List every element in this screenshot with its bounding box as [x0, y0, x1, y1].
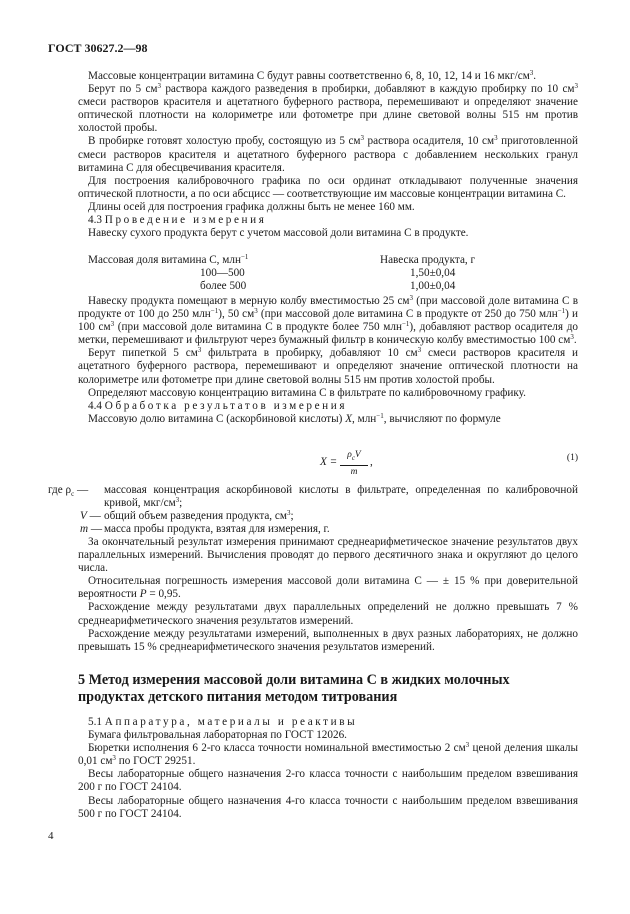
paragraph-dry-sample: Навеску сухого продукта берут с учетом массовой доли витамина С в продукте.: [88, 227, 469, 240]
table-cell: более 500: [200, 280, 247, 292]
table-header-vitamin-fraction: Массовая доля витамина С, млн$^{-1}$: [88, 253, 249, 266]
section-4-4-body: [78, 536, 578, 654]
formula-comma: ,: [370, 456, 373, 468]
document-header-standard-code: ГОСТ 30627.2—98: [48, 41, 148, 55]
subsection-4-3-heading: 4.3 Проведение измерения: [88, 214, 267, 227]
table-cell: 1,50±0,04: [410, 267, 456, 279]
formula-fraction: $\rho_cV$ m: [340, 450, 368, 478]
paragraph-formula-intro: Массовую долю витамина С (аскорбиновой кислоты) X, млн$^{-1}$, вычисляют по формуле: [88, 411, 501, 425]
section-4-2-continuation: [78, 70, 578, 240]
table-cell: 100—500: [200, 267, 245, 279]
subsection-4-4-heading: 4.4 Обработка результатов измерения: [88, 399, 348, 412]
paragraph-dilution-tubes: Берут по 5 $см^3$ раствора каждого разведения в пробирки, добавляют в каждую пробирку по 10 $см^3$ смеси растворов красителя и ацетатного буферного раствора, перемешивают и определяют значение оптической плотности на колориметре или фотометре при длине световой волны 515 нм против холостой пробы.: [78, 82, 578, 135]
paragraph-final-result: За окончательный результат измерения принимают среднеарифметическое значение результатов двух параллельных измерений. Вычисления проводят до первого десятичного знака и округляют до целого числа.: [78, 536, 578, 575]
page-number: 4: [48, 830, 54, 842]
paragraph-discrepancy-labs: Расхождение между результатами измерений, выполненных в двух разных лабораториях, не должно превышать 15 % среднеарифметического значения результатов измерений.: [78, 627, 578, 653]
formula-1: [78, 450, 578, 480]
section-5-title: 5 Метод измерения массовой доли витамина С в жидких молочных продуктах детского питания методом титрования: [78, 672, 510, 705]
definition-v: [78, 510, 578, 523]
definition-symbol: где $\rho_c$ —: [48, 484, 89, 499]
paragraph-flask: Навеску продукта помещают в мерную колбу вместимостью 25 $см^3$ (при массовой доле витамина С в продукте от 100 до 250 млн$^{-1}$), 50 $см^3$ (при массовой доле витамина С в продукте от 250 до 750 млн$^{-1}$) и 100 $см^3$ (при массовой доле витамина С в продукте более 750 млн$^{-1}$), добавляют раствор осадителя до метки, перемешивают и фильтруют через бумажный фильтр в коническую колбу вместимостью 100 $см^3$.: [78, 294, 579, 347]
paragraph-relative-error: Относительная погрешность измерения массовой доли витамина С — ± 15 % при доверительной вероятности P = 0,95.: [78, 575, 578, 601]
formula-definitions: [48, 484, 578, 536]
table-header-sample-mass: Навеска продукта, г: [380, 254, 476, 266]
section-5-body: [78, 716, 578, 821]
paragraph-burettes: Бюретки исполнения 6 2-го класса точности номинальной вместимостью 2 $см^3$ ценой деления шкалы 0,01 $см^3$ по ГОСТ 29251.: [78, 741, 578, 768]
definition-symbol: V —: [80, 510, 101, 522]
formula-number: (1): [566, 453, 578, 463]
paragraph-pipette: Берут пипеткой 5 $см^3$ фильтрата в пробирку, добавляют 10 $см^3$ смеси растворов красителя и ацетатного буферного раствора, перемешивают и определяют значение оптической плотности на колориметре или фотометре при длине световой волны 515 нм против холостой пробы.: [78, 346, 578, 386]
definition-text: масса пробы продукта, взятая для измерения, г.: [104, 523, 330, 535]
subsection-5-1-heading: 5.1 Аппаратура, материалы и реактивы: [88, 716, 358, 728]
paragraph-axis-length: Длины осей для построения графика должны быть не менее 160 мм.: [88, 200, 415, 213]
definition-text: общий объем разведения продукта, $см^3$;: [104, 509, 294, 522]
paragraph-scales-500g: Весы лабораторные общего назначения 4-го класса точности с наибольшим пределом взвешивания 500 г по ГОСТ 24104.: [78, 794, 578, 820]
definition-symbol: m —: [80, 523, 103, 535]
definition-text: массовая концентрация аскорбиновой кислоты в фильтрате, определенная по калибровочной кривой, мкг/$см^3$;: [104, 484, 578, 510]
table-cell: 1,00±0,04: [410, 280, 456, 292]
formula-lhs: X =: [320, 456, 338, 468]
paragraph-scales-200g: Весы лабораторные общего назначения 2-го класса точности с наибольшим пределом взвешивания 200 г по ГОСТ 24104.: [78, 768, 578, 794]
paragraph-discrepancy-parallel: Расхождение между результатами двух параллельных определений не должно превышать 7 % среднеарифметического значения результатов измерений.: [78, 601, 578, 627]
paragraph-calibration-graph: Для построения калибровочного графика по оси ординат откладывают полученные значения оптической плотности, а по оси абсцисс — соответствующие им массовые концентрации витамина С.: [78, 174, 578, 200]
definition-m: [78, 523, 578, 536]
paragraph-filter-paper: Бумага фильтровальная лабораторная по ГОСТ 12026.: [88, 729, 347, 742]
section-4-3-body: [78, 295, 578, 426]
definition-rho: [48, 484, 578, 510]
paragraph-concentrations: Массовые концентрации витамина С будут равны соответственно 6, 8, 10, 12, 14 и 16 мкг/$см^3$.: [88, 69, 537, 82]
paragraph-determine: Определяют массовую концентрацию витамина С в фильтрате по калибровочному графику.: [88, 386, 526, 399]
paragraph-blank-sample: В пробирке готовят холостую пробу, состоящую из 5 $см^3$ раствора осадителя, 10 $см^3$ приготовленной смеси растворов красителя и ацетатного буферного раствора с добавлением нескольких гранул витамина С для обесцвечивания красителя.: [78, 134, 578, 174]
